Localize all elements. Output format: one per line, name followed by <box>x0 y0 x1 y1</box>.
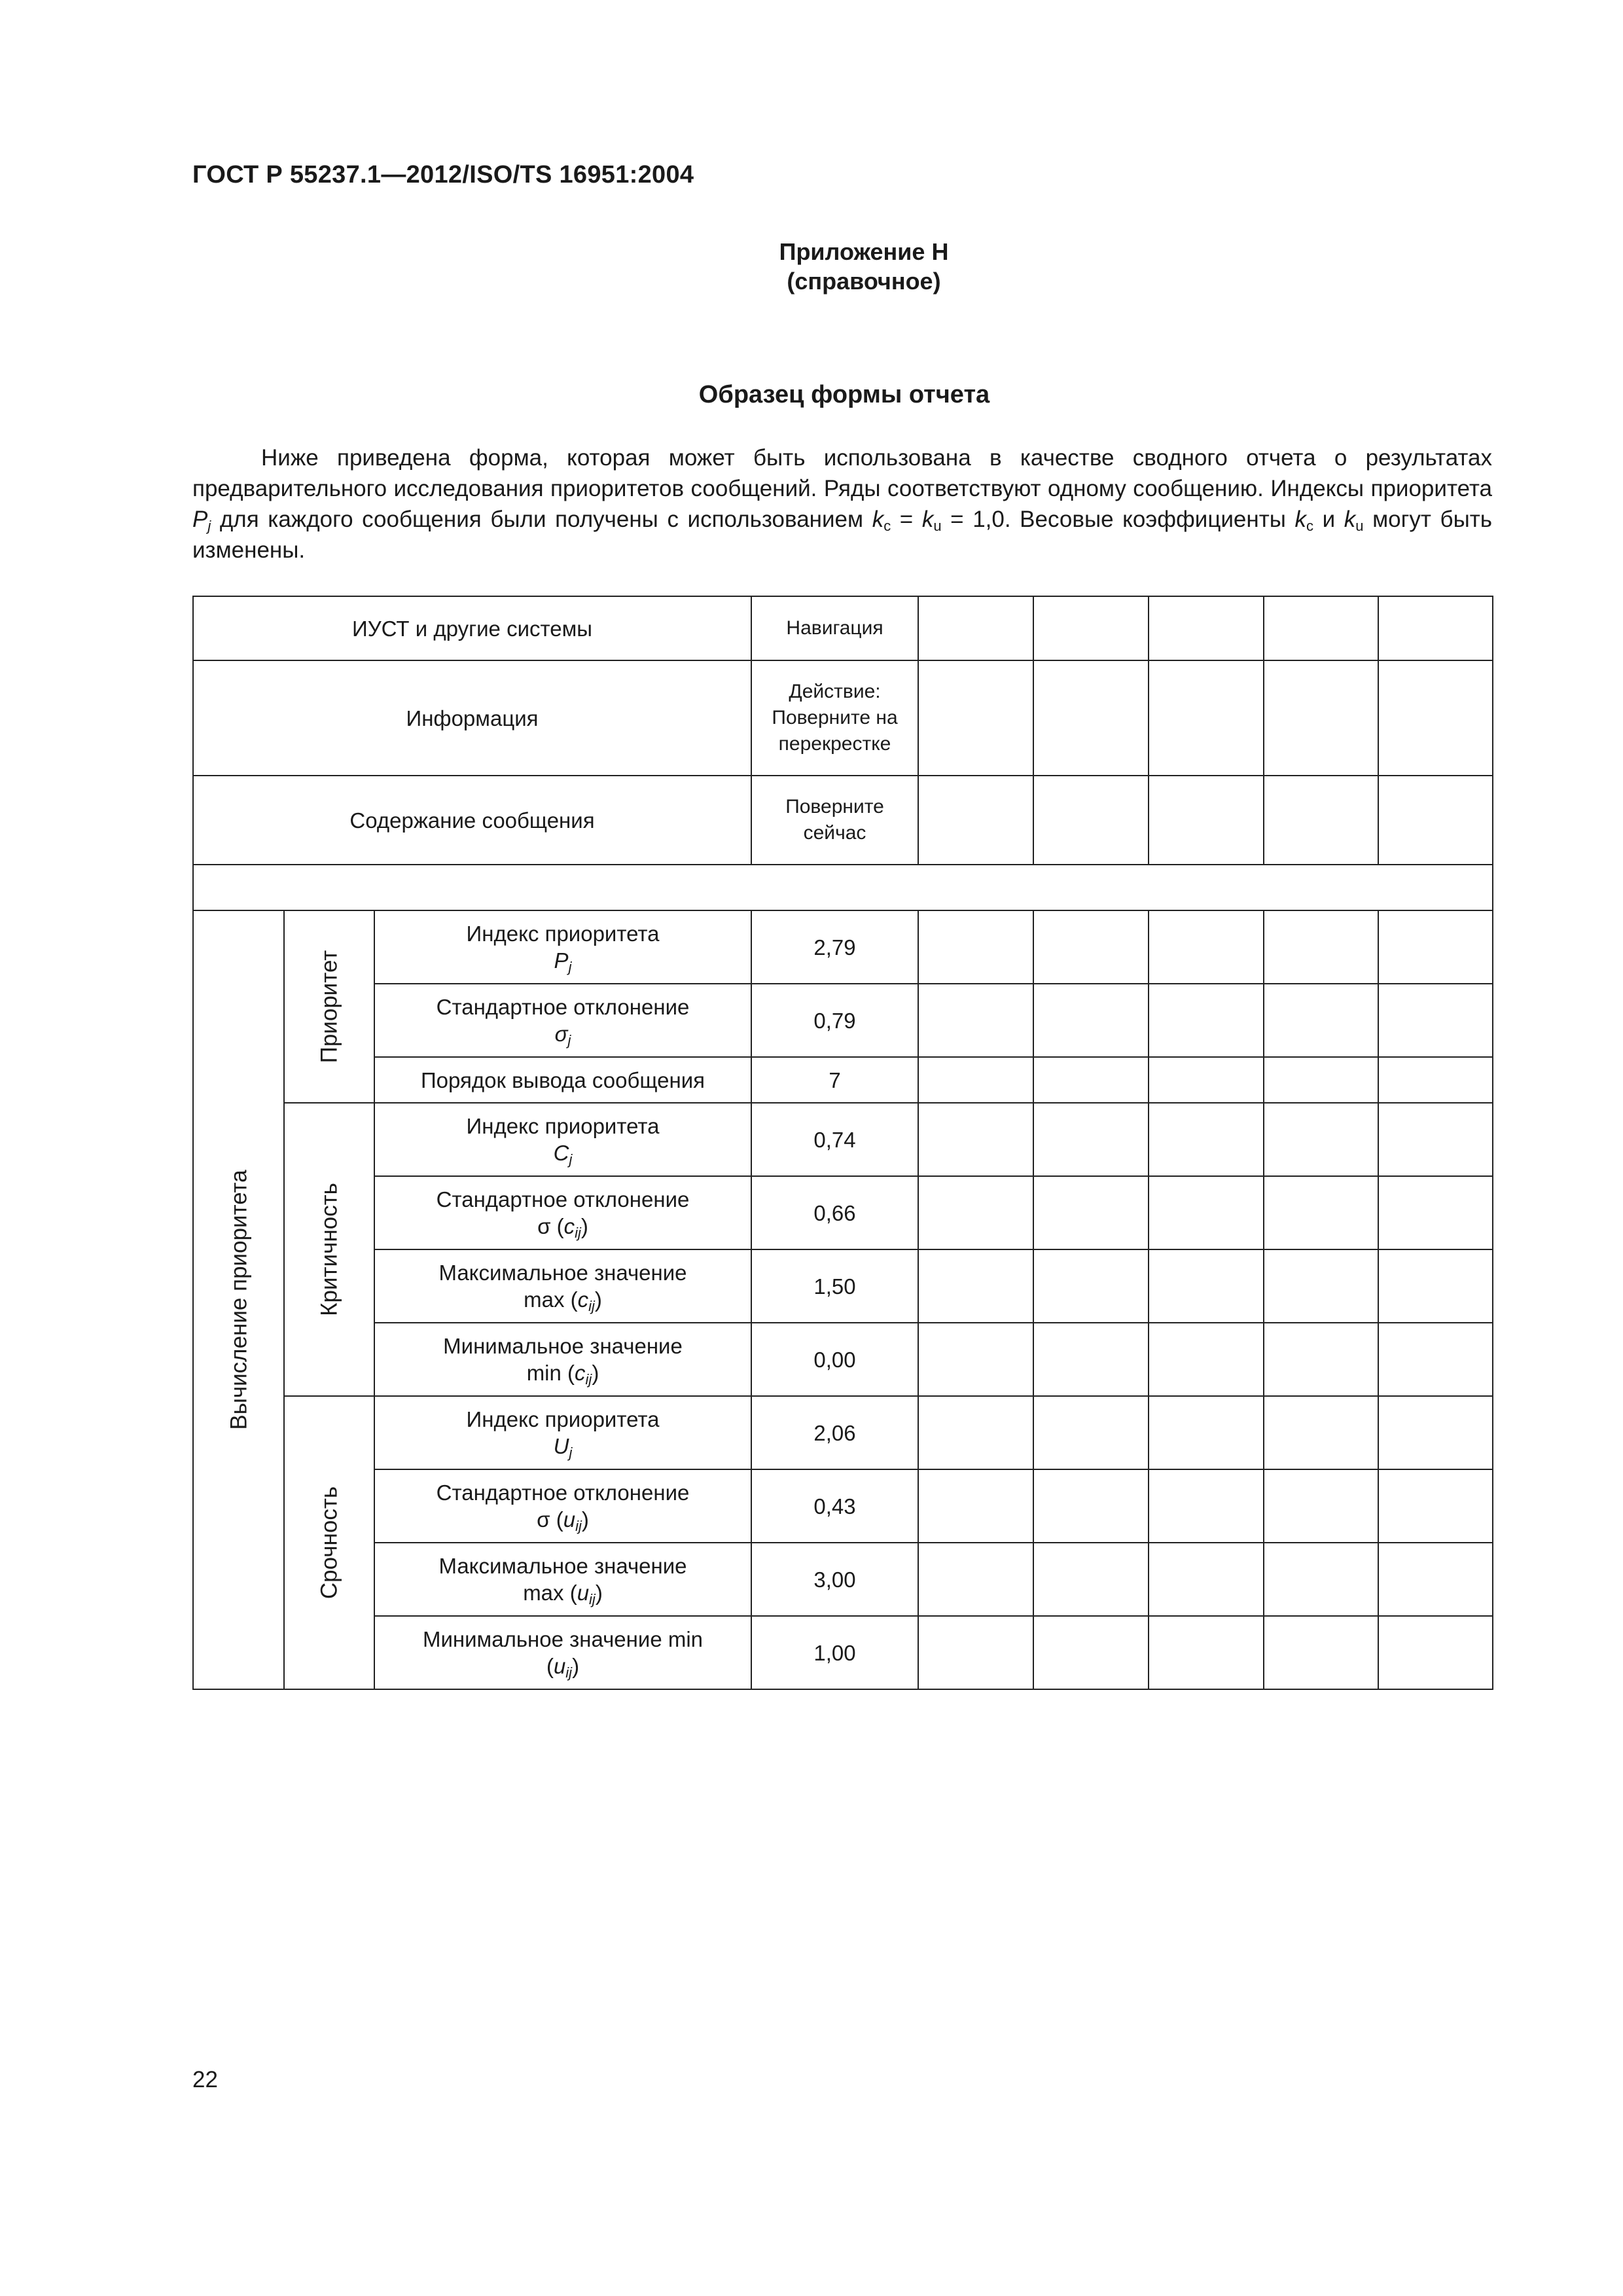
row-label <box>374 1057 751 1103</box>
separator-cell <box>193 865 1493 910</box>
empty-cell[interactable] <box>1033 660 1149 776</box>
row-value: 0,66 <box>751 1176 918 1249</box>
group-cell <box>284 1103 374 1396</box>
row-symbol: $C_j$ <box>553 1141 573 1168</box>
empty-cell[interactable] <box>918 596 1033 660</box>
empty-cell[interactable] <box>1264 1057 1378 1103</box>
empty-cell[interactable] <box>918 1323 1033 1396</box>
row-label <box>374 1469 751 1543</box>
empty-cell[interactable] <box>918 1103 1033 1176</box>
section-title: Образец формы отчета <box>698 381 990 408</box>
row-label <box>374 1616 751 1689</box>
empty-cell[interactable] <box>1378 660 1493 776</box>
row-symbol: $U_j$ <box>553 1434 573 1461</box>
group-cell <box>284 1396 374 1689</box>
data-row <box>193 1543 1493 1616</box>
header-label: Информация <box>193 660 751 776</box>
row-value: 1,50 <box>751 1249 918 1323</box>
separator-row <box>193 865 1493 910</box>
appendix-title: Приложение Н <box>779 238 949 265</box>
row-label-text: Стандартное отклонение <box>436 1480 690 1505</box>
row-symbol: σ $(c_{ij})$ <box>537 1214 588 1241</box>
row-label-text: Стандартное отклонение <box>436 995 690 1019</box>
empty-cell[interactable] <box>918 984 1033 1057</box>
empty-cell[interactable] <box>1149 1616 1264 1689</box>
row-symbol: $\min (c_{ij})$ <box>526 1361 599 1388</box>
empty-cell[interactable] <box>918 1543 1033 1616</box>
empty-cell[interactable] <box>1264 660 1378 776</box>
empty-cell[interactable] <box>1149 1543 1264 1616</box>
empty-cell[interactable] <box>1033 596 1149 660</box>
empty-cell[interactable] <box>1264 776 1378 865</box>
row-value: 2,06 <box>751 1396 918 1469</box>
row-label-text: Индекс приоритета <box>466 1407 660 1431</box>
row-value: 0,79 <box>751 984 918 1057</box>
row-value: 2,79 <box>751 910 918 984</box>
report-form-table <box>192 596 1493 1690</box>
data-row <box>193 1396 1493 1469</box>
data-row <box>193 1103 1493 1176</box>
empty-cell[interactable] <box>1378 1249 1493 1323</box>
row-label <box>374 1323 751 1396</box>
row-label-text: Индекс приоритета <box>466 922 660 946</box>
row-label <box>374 1176 751 1249</box>
row-value: 1,00 <box>751 1616 918 1689</box>
empty-cell[interactable] <box>1264 596 1378 660</box>
row-label-text: Максимальное значение <box>438 1554 687 1578</box>
empty-cell[interactable] <box>1149 984 1264 1057</box>
header-row <box>193 596 1493 660</box>
data-row <box>193 1469 1493 1543</box>
empty-cell[interactable] <box>1264 1396 1378 1469</box>
appendix-heading <box>681 237 1047 296</box>
header-value: Поверните сейчас <box>751 776 918 865</box>
empty-cell[interactable] <box>918 1469 1033 1543</box>
empty-cell[interactable] <box>1033 1249 1149 1323</box>
empty-cell[interactable] <box>1149 776 1264 865</box>
header-row <box>193 776 1493 865</box>
empty-cell[interactable] <box>1033 1176 1149 1249</box>
empty-cell[interactable] <box>918 1057 1033 1103</box>
empty-cell[interactable] <box>918 1176 1033 1249</box>
group-label: Приоритет <box>316 950 342 1064</box>
row-symbol: $P_j$ <box>554 948 572 975</box>
header-row <box>193 660 1493 776</box>
empty-cell[interactable] <box>1378 1323 1493 1396</box>
empty-cell[interactable] <box>1033 1469 1149 1543</box>
outer-group-cell <box>193 910 284 1689</box>
page-number: 22 <box>192 2067 218 2092</box>
empty-cell[interactable] <box>1378 1616 1493 1689</box>
data-row <box>193 1323 1493 1396</box>
empty-cell[interactable] <box>1149 1249 1264 1323</box>
group-cell <box>284 910 374 1103</box>
empty-cell[interactable] <box>1149 1396 1264 1469</box>
outer-group-label: Вычисление приоритета <box>226 1170 251 1430</box>
data-row <box>193 1249 1493 1323</box>
data-row <box>193 984 1493 1057</box>
empty-cell[interactable] <box>1264 984 1378 1057</box>
empty-cell[interactable] <box>1378 596 1493 660</box>
empty-cell[interactable] <box>1033 776 1149 865</box>
row-label-text: Минимальное значение min <box>422 1627 704 1651</box>
empty-cell[interactable] <box>1033 1616 1149 1689</box>
group-label: Срочность <box>316 1486 342 1600</box>
empty-cell[interactable] <box>1264 1103 1378 1176</box>
empty-cell[interactable] <box>918 1616 1033 1689</box>
empty-cell[interactable] <box>1378 1176 1493 1249</box>
empty-cell[interactable] <box>1149 910 1264 984</box>
row-label-text: Стандартное отклонение <box>436 1187 690 1211</box>
data-row <box>193 1057 1493 1103</box>
empty-cell[interactable] <box>1378 776 1493 865</box>
empty-cell[interactable] <box>1033 1103 1149 1176</box>
empty-cell[interactable] <box>1033 1396 1149 1469</box>
empty-cell[interactable] <box>1264 1616 1378 1689</box>
empty-cell[interactable] <box>918 1396 1033 1469</box>
empty-cell[interactable] <box>1264 910 1378 984</box>
empty-cell[interactable] <box>918 1249 1033 1323</box>
empty-cell[interactable] <box>1149 660 1264 776</box>
data-row <box>193 910 1493 984</box>
empty-cell[interactable] <box>1264 1249 1378 1323</box>
row-label <box>374 1543 751 1616</box>
row-label <box>374 1103 751 1176</box>
header-value: Действие: Поверните на перекрестке <box>751 660 918 776</box>
group-label: Критичность <box>316 1183 342 1316</box>
empty-cell[interactable] <box>1264 1323 1378 1396</box>
row-label-text: Максимальное значение <box>438 1261 687 1285</box>
document-header: ГОСТ Р 55237.1—2012/ISO/TS 16951:2004 <box>192 161 694 188</box>
row-symbol: $(u_{ij})$ <box>546 1654 580 1681</box>
empty-cell[interactable] <box>1033 984 1149 1057</box>
row-value: 0,74 <box>751 1103 918 1176</box>
empty-cell[interactable] <box>1149 1057 1264 1103</box>
empty-cell[interactable] <box>1033 1323 1149 1396</box>
row-value: 0,43 <box>751 1469 918 1543</box>
empty-cell[interactable] <box>1033 910 1149 984</box>
row-label-text: Минимальное значение <box>443 1334 683 1358</box>
empty-cell[interactable] <box>1033 1057 1149 1103</box>
row-label <box>374 1249 751 1323</box>
data-row <box>193 1176 1493 1249</box>
empty-cell[interactable] <box>1264 1469 1378 1543</box>
empty-cell[interactable] <box>1378 1396 1493 1469</box>
empty-cell[interactable] <box>1149 1469 1264 1543</box>
empty-cell[interactable] <box>1149 1103 1264 1176</box>
row-symbol: $\sigma_j$ <box>554 1022 571 1049</box>
row-label <box>374 984 751 1057</box>
row-value: 3,00 <box>751 1543 918 1616</box>
appendix-type: (справочное) <box>787 268 941 295</box>
header-label: ИУСТ и другие системы <box>193 596 751 660</box>
row-label-text: Индекс приоритета <box>466 1114 660 1138</box>
empty-cell[interactable] <box>918 910 1033 984</box>
empty-cell[interactable] <box>1264 1176 1378 1249</box>
empty-cell[interactable] <box>1378 1057 1493 1103</box>
empty-cell[interactable] <box>1378 910 1493 984</box>
row-symbol: $\max (c_{ij})$ <box>524 1287 602 1314</box>
row-value: 7 <box>751 1057 918 1103</box>
empty-cell[interactable] <box>1378 1543 1493 1616</box>
row-label-text: Порядок вывода сообщения <box>420 1067 705 1092</box>
empty-cell[interactable] <box>1149 1176 1264 1249</box>
row-symbol: σ $(u_{ij})$ <box>537 1507 589 1534</box>
data-row <box>193 1616 1493 1689</box>
row-value: 0,00 <box>751 1323 918 1396</box>
empty-cell[interactable] <box>1378 1469 1493 1543</box>
empty-cell[interactable] <box>1149 1323 1264 1396</box>
empty-cell[interactable] <box>1033 1543 1149 1616</box>
header-label: Содержание сообщения <box>193 776 751 865</box>
empty-cell[interactable] <box>1264 1543 1378 1616</box>
intro-paragraph: Ниже приведена форма, которая может быть использована в качестве сводного отчета о результатах предварительного исследования приоритетов сообщений. Ряды соответствуют одному сообщению. Индексы приоритета $P_j$ для каждого сообщения были получены с использованием $k_c = k_u = 1,0$. Весовые коэффициенты $k_c$ и $k_u$ могут быть изменены. <box>192 445 1493 563</box>
empty-cell[interactable] <box>918 776 1033 865</box>
header-value: Навигация <box>751 596 918 660</box>
empty-cell[interactable] <box>1378 1103 1493 1176</box>
empty-cell[interactable] <box>918 660 1033 776</box>
row-symbol: $\max (u_{ij})$ <box>523 1581 603 1607</box>
empty-cell[interactable] <box>1149 596 1264 660</box>
empty-cell[interactable] <box>1378 984 1493 1057</box>
row-label <box>374 910 751 984</box>
row-label <box>374 1396 751 1469</box>
